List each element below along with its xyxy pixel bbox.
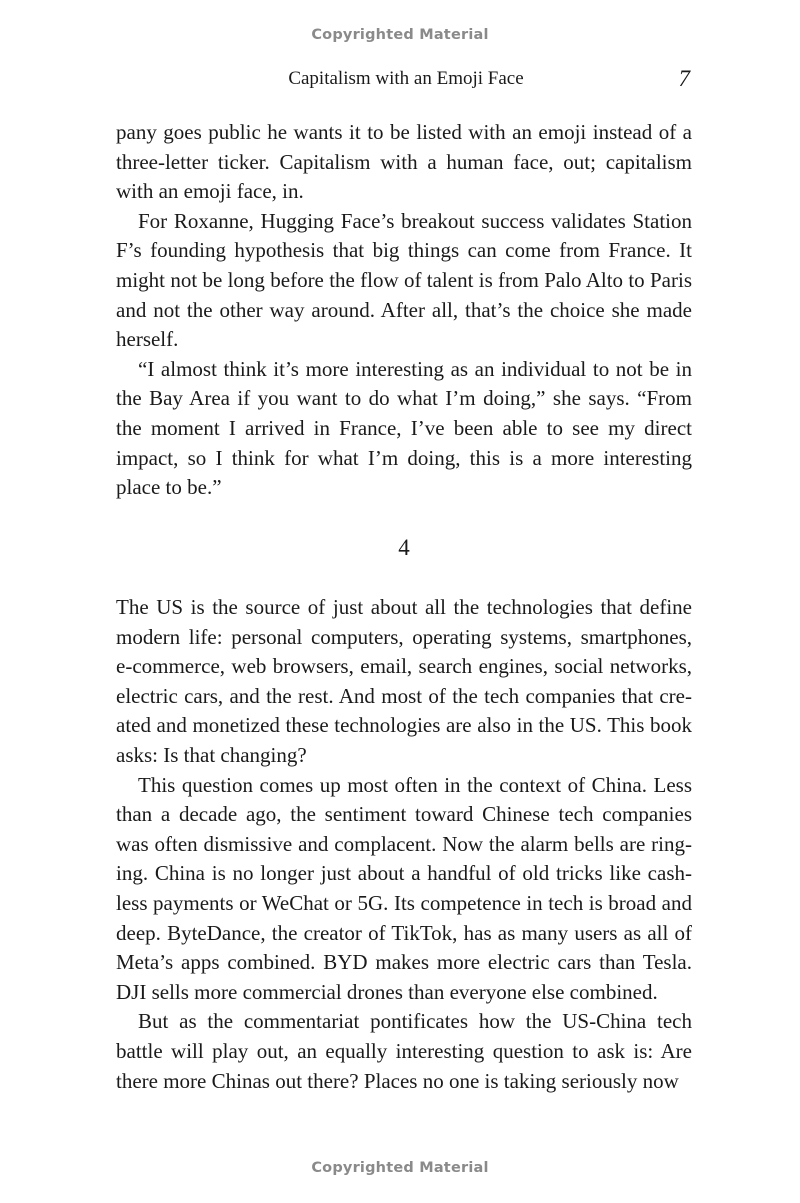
copyright-watermark-top: Copyrighted Material (311, 27, 489, 43)
paragraph: For Roxanne, Hugging Face’s breakout success validates Station F’s founding hypothesis that big things can come from France. It might not be long before the flow of talent is from Palo Alto to Paris and not the other way around. After all, that’s the choice she made herself. (116, 208, 692, 352)
paragraph: But as the commentariat pontificates how the US-China tech battle will play out, an equally interesting question to ask is: Are there more Chinas out there? Places no one is taking seriously now (116, 1009, 692, 1093)
body-text-top (116, 118, 692, 503)
paragraph: “I almost think it’s more interesting as an individual to not be in the Bay Area if you want to do what I’m doing,” she says. “From the moment I arrived in France, I’ve been able to see my direct impact, so I think for what I’m doing, this is a more interesting place to be.” (116, 356, 692, 500)
section-number: 4 (398, 535, 410, 560)
paragraph-section-opening: The US is the source of just about all the technologies that define modern life: personal computers, operating systems, smartphones, e-commerce, web browsers, email, search engines, social networks, electric cars, and the rest. And most of the tech companies that created and monetized these technologies are also in the US. This book asks: Is that changing? (116, 595, 692, 767)
running-head-title: Capitalism with an Emoji Face (288, 68, 524, 89)
running-head (0, 68, 800, 96)
page-number: 7 (678, 66, 690, 91)
copyright-watermark-bottom: Copyrighted Material (311, 1160, 489, 1176)
paragraph-continued: pany goes public he wants it to be listed with an emoji instead of a three-letter ticker. Capitalism with a human face, out; capitalism with an emoji face, in. (116, 120, 692, 204)
paragraph: This question comes up most often in the context of China. Less than a decade ago, the sentiment toward Chinese tech companies was often dismissive and complacent. Now the alarm bells are ringing. China is no longer just about a handful of old tricks like cashless payments or WeChat or 5G. Its competence in tech is broad and deep. ByteDance, the creator of TikTok, has as many users as all of Meta’s apps combined. BYD makes more electric cars than Tesla. DJI sells more commercial drones than everyone else combined. (116, 772, 692, 1004)
body-text-bottom (116, 593, 692, 1096)
